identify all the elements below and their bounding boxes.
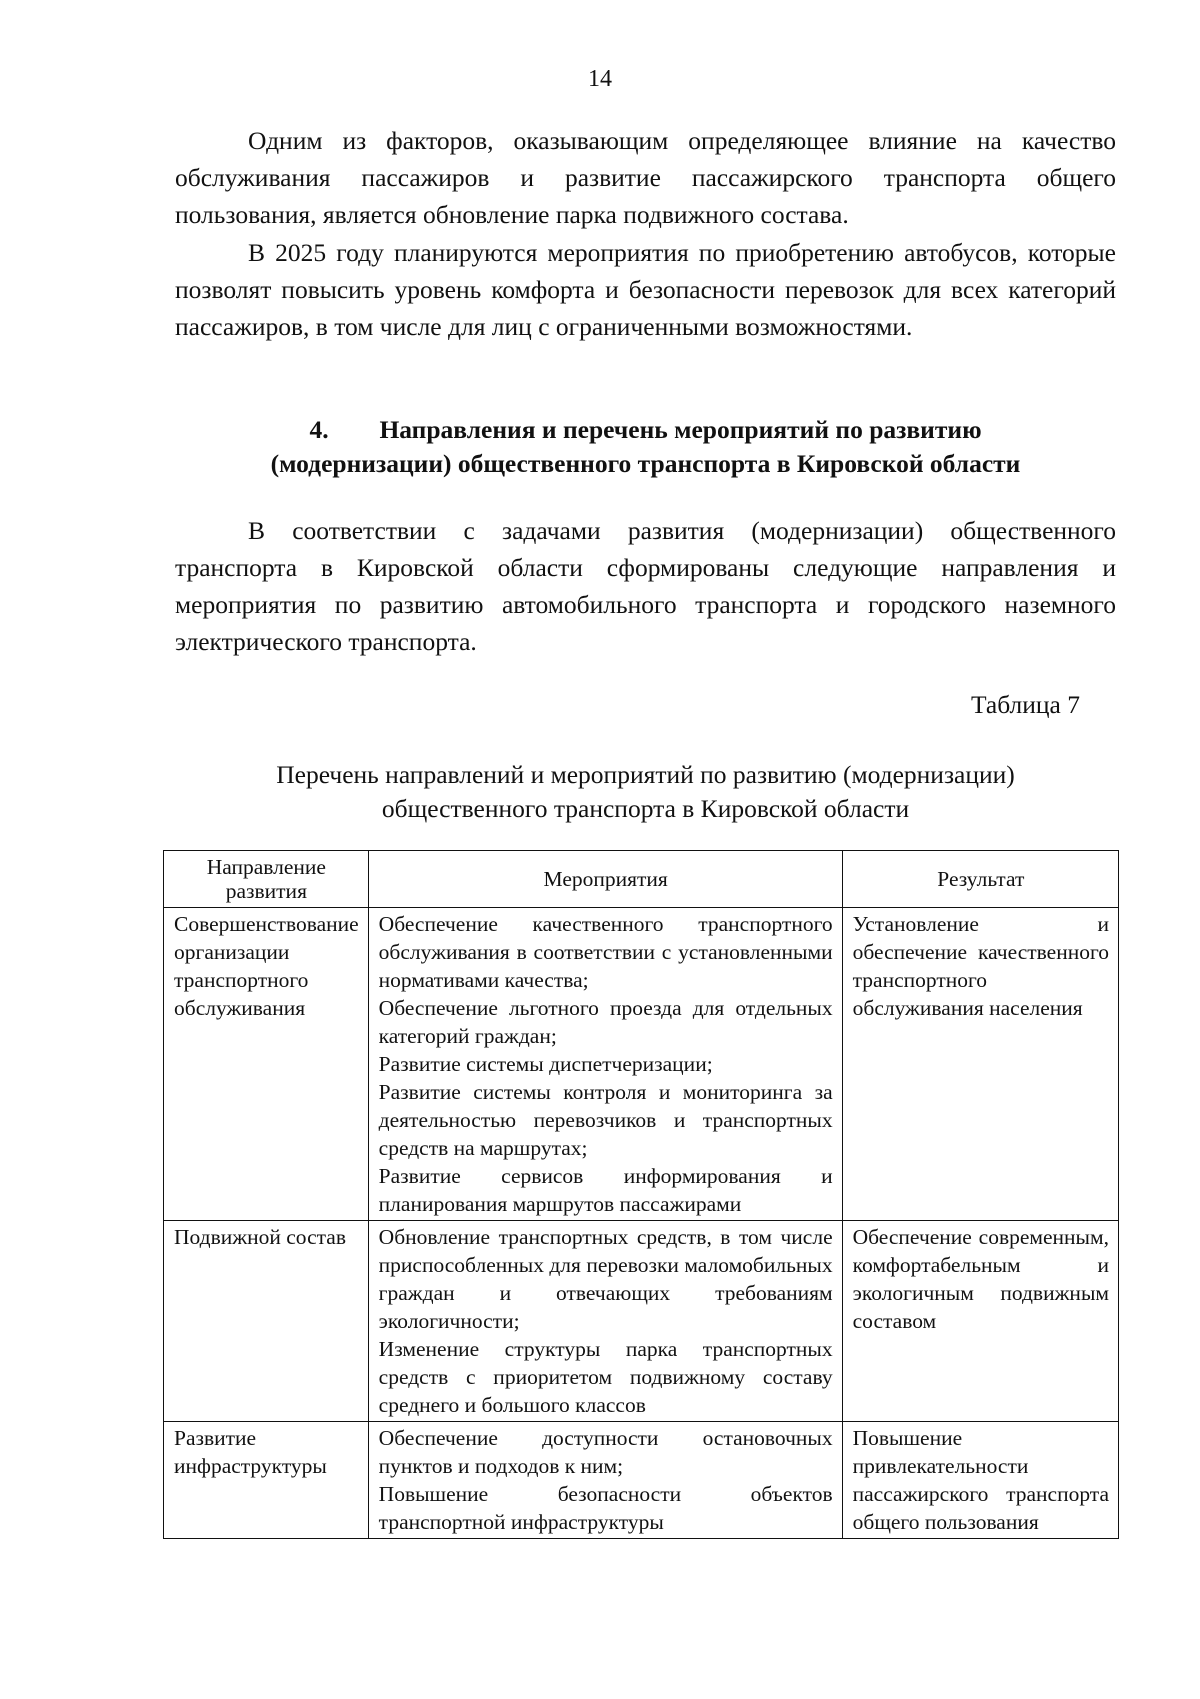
activities-cell (368, 908, 842, 1221)
paragraph-fleet-renewal: Одним из факторов, оказывающим определяющее влияние на качество обслуживания пассажиров и развитие пассажирского транспорта общего пользования, является обновление парка подвижного состава. (175, 126, 1116, 229)
activities-cell (368, 1221, 842, 1422)
directions-table (163, 850, 1119, 1539)
activity-item: Развитие сервисов информирования и планирования маршрутов пассажирами (378, 1164, 833, 1216)
activity-item: Развитие системы контроля и мониторинга за деятельностью перевозчиков и транспортных средств на маршрутах; (378, 1080, 833, 1160)
paragraph-bus-purchase: В 2025 году планируются мероприятия по приобретению автобусов, которые позволят повысить уровень комфорта и безопасности перевозок для всех категорий пассажиров, в том числе для лиц с ограниченными возможностями. (175, 238, 1116, 341)
table-title (175, 758, 1116, 826)
table-row (164, 908, 1119, 1221)
header-result: Результат (842, 851, 1118, 908)
section-title-line2: (модернизации) общественного транспорта в Кировской области (270, 449, 1021, 478)
result-cell: Повышение привлекательности пассажирского транспорта общего пользования (842, 1422, 1118, 1539)
activity-item: Изменение структуры парка транспортных средств с приоритетом подвижному составу среднего и большого классов (378, 1337, 833, 1417)
activity-item: Повышение безопасности объектов транспортной инфраструктуры (378, 1482, 833, 1534)
result-cell: Обеспечение современным, комфортабельным и экологичным подвижным составом (842, 1221, 1118, 1422)
activity-item: Развитие системы диспетчеризации; (378, 1052, 713, 1076)
activity-item: Обеспечение качественного транспортного обслуживания в соответствии с установленными нормативами качества; (378, 912, 833, 992)
activities-cell (368, 1422, 842, 1539)
header-direction: Направление развития (164, 851, 369, 908)
section-number: 4. (309, 415, 329, 444)
direction-cell: Подвижной состав (164, 1221, 369, 1422)
header-activities: Мероприятия (368, 851, 842, 908)
table-header-row (164, 851, 1119, 908)
direction-cell: Развитие инфраструктуры (164, 1422, 369, 1539)
activity-item: Обеспечение льготного проезда для отдельных категорий граждан; (378, 996, 833, 1048)
section-title-line1: Направления и перечень мероприятий по развитию (379, 415, 982, 444)
paragraph-directions-intro: В соответствии с задачами развития (модернизации) общественного транспорта в Кировской области сформированы следующие направления и мероприятия по развитию автомобильного транспорта и городского наземного электрического транспорта. (175, 516, 1116, 656)
section-heading (175, 413, 1116, 481)
table-title-line1: Перечень направлений и мероприятий по развитию (модернизации) (276, 760, 1015, 789)
direction-cell: Совершенствование организации транспортного обслуживания (164, 908, 369, 1221)
table-row (164, 1422, 1119, 1539)
result-cell: Установление и обеспечение качественного транспортного обслуживания населения (842, 908, 1118, 1221)
activity-item: Обновление транспортных средств, в том числе приспособленных для перевозки маломобильных граждан и отвечающих требованиям экологичности; (378, 1225, 833, 1333)
page-number: 14 (588, 66, 612, 92)
table-row (164, 1221, 1119, 1422)
table-label: Таблица 7 (970, 690, 1080, 719)
table-title-line2: общественного транспорта в Кировской области (381, 794, 910, 823)
activity-item: Обеспечение доступности остановочных пунктов и подходов к ним; (378, 1426, 833, 1478)
